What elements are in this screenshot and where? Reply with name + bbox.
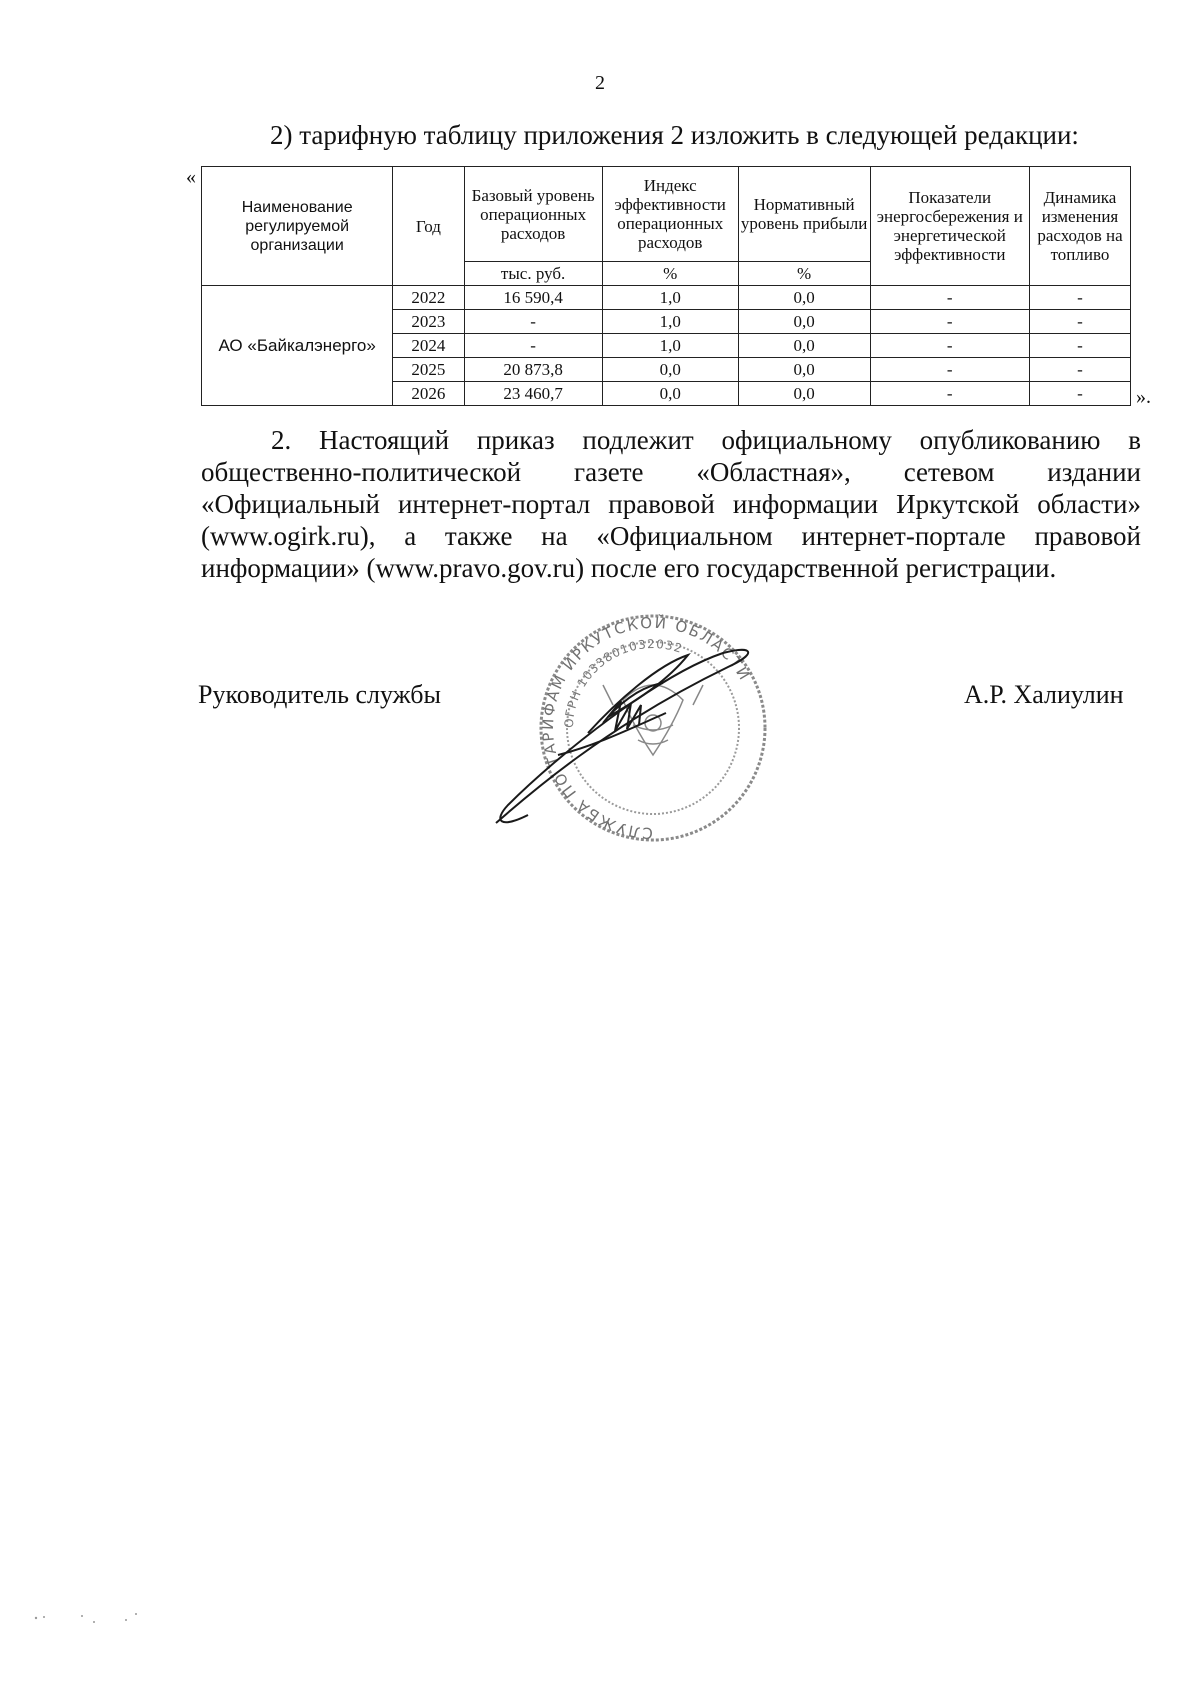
cell-energy: -: [870, 358, 1029, 382]
cell-profit: 0,0: [738, 382, 870, 406]
cell-index: 0,0: [602, 382, 738, 406]
cell-profit: 0,0: [738, 358, 870, 382]
unit-profit: %: [738, 262, 870, 286]
cell-base-cost: -: [464, 310, 602, 334]
cell-profit: 0,0: [738, 286, 870, 310]
cell-base-cost: 16 590,4: [464, 286, 602, 310]
cell-year: 2022: [393, 286, 464, 310]
signatory-position: Руководитель службы: [198, 680, 441, 709]
cell-index: 0,0: [602, 358, 738, 382]
cell-index: 1,0: [602, 286, 738, 310]
cell-fuel: -: [1029, 358, 1130, 382]
cell-energy: -: [870, 310, 1029, 334]
stamp-outer-text: СЛУЖБА ПО ТАРИФАМ ИРКУТСКОЙ ОБЛАСТИ: [538, 613, 755, 843]
open-quote: «: [186, 166, 196, 188]
header-profit: Нормативный уровень прибыли: [738, 167, 870, 262]
stamp-ogrn-text: ОГРН 1033801032032: [561, 636, 685, 729]
cell-energy: -: [870, 382, 1029, 406]
cell-year: 2024: [393, 334, 464, 358]
header-energy: Показатели энергосбережения и энергетической эффективности: [870, 167, 1029, 286]
cell-energy: -: [870, 286, 1029, 310]
organization-name: АО «Байкалэнерго»: [202, 286, 393, 406]
cell-fuel: -: [1029, 334, 1130, 358]
intro-line: 2) тарифную таблицу приложения 2 изложить в следующей редакции:: [270, 120, 1079, 150]
header-efficiency-index: Индекс эффективности операционных расходов: [602, 167, 738, 262]
publication-paragraph: 2. Настоящий приказ подлежит официальному опубликованию в общественно-политической газете «Областная», сетевом издании «Официальный интернет-портал правовой информации Иркутской области» (www.ogirk.ru), а также на «Официальном интернет-портале правовой информации» (www.pravo.gov.ru) после его государственной регистрации.: [201, 425, 1141, 583]
close-quote: ».: [1136, 386, 1151, 408]
cell-year: 2025: [393, 358, 464, 382]
unit-base-cost: тыс. руб.: [464, 262, 602, 286]
official-stamp: [488, 605, 818, 855]
cell-year: 2023: [393, 310, 464, 334]
cell-index: 1,0: [602, 334, 738, 358]
cell-fuel: -: [1029, 382, 1130, 406]
signatory-name: А.Р. Халиулин: [964, 680, 1124, 709]
cell-fuel: -: [1029, 310, 1130, 334]
cell-fuel: -: [1029, 286, 1130, 310]
cell-year: 2026: [393, 382, 464, 406]
tariff-table: [201, 166, 1131, 406]
cell-base-cost: -: [464, 334, 602, 358]
cell-profit: 0,0: [738, 334, 870, 358]
header-year: Год: [393, 167, 464, 286]
cell-base-cost: 23 460,7: [464, 382, 602, 406]
table-row: [202, 286, 1131, 310]
scan-noise-icon: [30, 1600, 210, 1630]
cell-base-cost: 20 873,8: [464, 358, 602, 382]
header-org: Наименование регулируемой организации: [202, 167, 393, 286]
page-number: 2: [595, 72, 605, 94]
header-fuel: Динамика изменения расходов на топливо: [1029, 167, 1130, 286]
signature-icon: [496, 650, 748, 823]
cell-index: 1,0: [602, 310, 738, 334]
cell-energy: -: [870, 334, 1029, 358]
unit-efficiency-index: %: [602, 262, 738, 286]
cell-profit: 0,0: [738, 310, 870, 334]
header-base-cost: Базовый уровень операционных расходов: [464, 167, 602, 262]
